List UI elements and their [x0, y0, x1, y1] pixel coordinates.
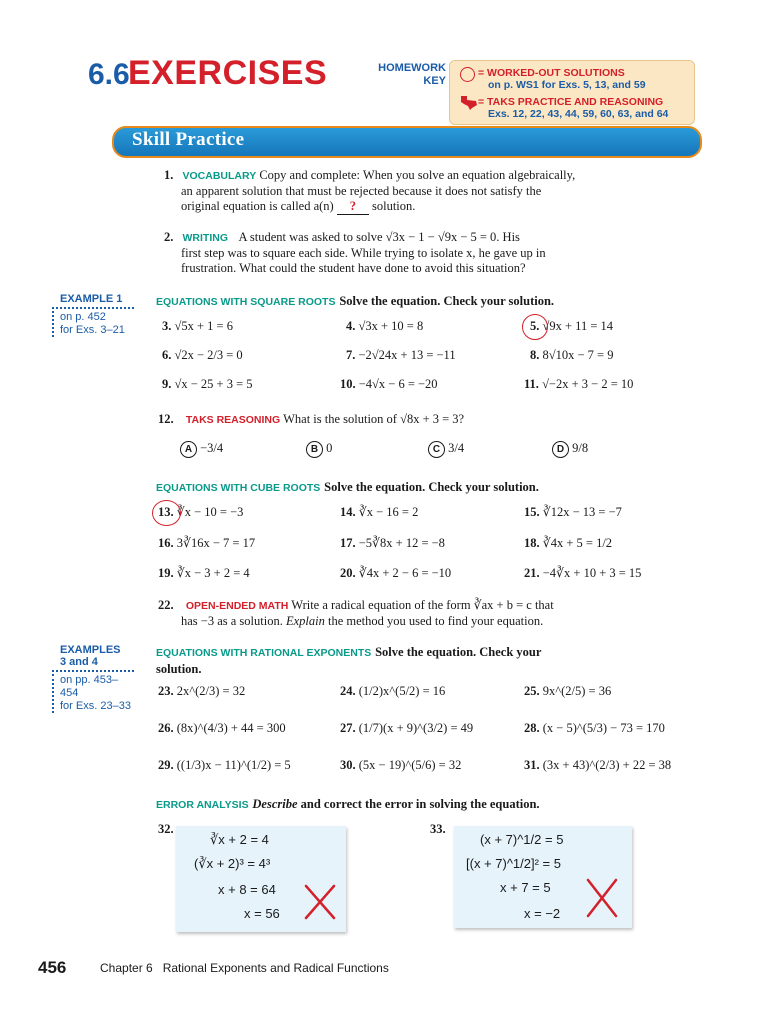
work-line: x + 8 = 64: [218, 882, 276, 897]
work-line: x = −2: [524, 906, 561, 921]
problem-text: A student was asked to solve √3x − 1 − √9x − 5 = 0. His: [238, 230, 520, 244]
exercise-7: 7. −2√24x + 13 = −11: [346, 348, 456, 362]
examples-3-4-ref: [52, 644, 134, 713]
exercise-6: 6. √2x − 2/3 = 0: [162, 348, 243, 362]
exercise-11: 11. √−2x + 3 − 2 = 10: [524, 377, 634, 391]
examples-numbers: 3 and 4: [60, 656, 98, 668]
heading-label: EQUATIONS WITH RATIONAL EXPONENTS: [156, 647, 372, 659]
worked-solution-circle: [152, 500, 181, 526]
describe-word: Describe: [252, 797, 298, 811]
texas-icon: [459, 94, 479, 113]
work-line: (x + 7)^1/2 = 5: [480, 832, 564, 847]
error-note-32: [176, 826, 346, 932]
worked-solution-circle: [522, 314, 548, 340]
vocabulary-label: VOCABULARY: [182, 170, 257, 182]
heading-instruction: solution.: [156, 662, 202, 676]
exercise-27: 27. (1/7)(x + 9)^(3/2) = 49: [340, 721, 474, 735]
choice-value: 9/8: [572, 441, 589, 455]
exercise-20: 20. ∛4x + 2 − 6 = −10: [340, 566, 452, 580]
key-worked-out: = WORKED-OUT SOLUTIONS: [478, 67, 625, 79]
problem-text: frustration. What could the student have done to avoid this situation?: [181, 261, 526, 275]
exercise-23: 23. 2x^(2/3) = 32: [158, 684, 246, 698]
problem-33-number: 33.: [430, 822, 446, 836]
exercise-18: 18. ∛4x + 5 = 1/2: [524, 536, 613, 550]
problem-text: the method you used to find your equation.: [327, 614, 544, 628]
example-1-page: on p. 452: [60, 311, 106, 323]
problem-number: 2.: [164, 230, 174, 244]
page-number: 456: [38, 958, 67, 977]
exercise-13: 13. ∛x − 10 = −3: [158, 505, 244, 519]
homework-label-line1: HOMEWORK: [378, 62, 446, 74]
exercise-29: 29. ((1/3)x − 11)^(1/2) = 5: [158, 758, 291, 772]
choice-c[interactable]: [428, 441, 464, 458]
exercise-4: 4. √3x + 10 = 8: [346, 319, 424, 333]
red-x-icon: [302, 882, 338, 925]
taks-reasoning-label: TAKS REASONING: [185, 414, 281, 426]
work-line: ∛x + 2 = 4: [210, 832, 269, 847]
example-1-exercises: for Exs. 3–21: [60, 324, 125, 336]
key-taks-detail: Exs. 12, 22, 43, 44, 59, 60, 63, and 64: [488, 108, 669, 120]
chapter-footer: [100, 961, 389, 975]
problem-text-line2: [158, 614, 628, 629]
exercise-31: 31. (3x + 43)^(2/3) + 22 = 38: [524, 758, 672, 772]
exercise-5: 5. √9x + 11 = 14: [530, 319, 613, 333]
problem-12: [158, 412, 464, 428]
blank: [337, 199, 369, 215]
heading-label: EQUATIONS WITH SQUARE ROOTS: [156, 296, 336, 308]
chapter-label: Chapter 6: [100, 961, 153, 975]
example-1-ref: [52, 293, 134, 337]
explain-word: Explain: [285, 614, 325, 628]
problem-text: first step was to square each side. While trying to isolate x, he gave up in: [181, 246, 546, 260]
problem-32-number: 32.: [158, 822, 174, 836]
choice-letter: A: [180, 441, 197, 458]
choice-letter: D: [552, 441, 569, 458]
heading-instruction: Solve the equation. Check your solution.: [339, 294, 555, 308]
heading-instruction: and correct the error in solving the equation.: [300, 797, 540, 811]
exercise-9: 9. √x − 25 + 3 = 5: [162, 377, 253, 391]
choice-d[interactable]: [552, 441, 588, 458]
exercise-24: 24. (1/2)x^(5/2) = 16: [340, 684, 446, 698]
examples-pages: on pp. 453–454: [60, 674, 119, 699]
work-line: x = 56: [244, 906, 280, 921]
exercise-30: 30. (5x − 19)^(5/6) = 32: [340, 758, 462, 772]
heading-instruction: Solve the equation. Check your solution.: [324, 480, 539, 494]
exercise-16: 16. 3∛16x − 7 = 17: [158, 536, 256, 550]
choice-value: 0: [326, 441, 333, 455]
section-number: 6.6: [88, 58, 130, 91]
problem-text-line3: [164, 199, 634, 215]
exercise-19: 19. ∛x − 3 + 2 = 4: [158, 566, 250, 580]
key-taks: = TAKS PRACTICE AND REASONING: [478, 96, 664, 108]
problem-2: [164, 230, 634, 276]
error-note-33: [454, 826, 632, 928]
problem-number: 1.: [164, 168, 174, 182]
homework-key-box: [449, 60, 695, 125]
choice-value: 3/4: [448, 441, 465, 455]
square-roots-heading: [156, 294, 554, 309]
problem-text: solution.: [371, 199, 416, 213]
exercise-25: 25. 9x^(2/5) = 36: [524, 684, 612, 698]
exercise-17: 17. −5∛8x + 12 = −8: [340, 536, 445, 550]
choice-value: −3/4: [200, 441, 224, 455]
work-line: [(x + 7)^1/2]² = 5: [466, 856, 561, 871]
circle-icon: [460, 67, 475, 82]
red-x-icon: [584, 876, 620, 923]
heading-label: EQUATIONS WITH CUBE ROOTS: [156, 482, 321, 494]
problem-text: Copy and complete: When you solve an equation algebraically,: [259, 168, 576, 182]
work-line: x + 7 = 5: [500, 880, 551, 895]
homework-key-label: [362, 62, 446, 88]
problem-text: an apparent solution that must be rejected because it does not satisfy the: [181, 184, 542, 198]
choice-letter: C: [428, 441, 445, 458]
choice-b[interactable]: [306, 441, 332, 458]
examples-title: EXAMPLES: [60, 644, 121, 656]
problem-text: Write a radical equation of the form ∛ax + b = c that: [291, 598, 554, 612]
heading-label: ERROR ANALYSIS: [156, 799, 249, 811]
rational-exponents-heading: [156, 644, 596, 677]
problem-text: original equation is called a(n): [181, 199, 334, 213]
choice-a[interactable]: [180, 441, 223, 458]
writing-label: WRITING: [182, 232, 228, 244]
work-line: (∛x + 2)³ = 4³: [194, 856, 271, 871]
exercise-26: 26. (8x)^(4/3) + 44 = 300: [158, 721, 286, 735]
exercise-8: 8. 8√10x − 7 = 9: [530, 348, 614, 362]
choice-letter: B: [306, 441, 323, 458]
problem-number: 22.: [158, 598, 174, 612]
section-title: EXERCISES: [128, 54, 328, 92]
problem-text: has −3 as a solution.: [181, 614, 283, 628]
example-1-title: EXAMPLE 1: [60, 293, 123, 305]
problem-text: What is the solution of √8x + 3 = 3?: [283, 412, 465, 426]
cube-roots-heading: [156, 480, 539, 495]
blank-mark: ?: [349, 199, 356, 213]
exercise-28: 28. (x − 5)^(5/3) − 73 = 170: [524, 721, 665, 735]
chapter-title: Rational Exponents and Radical Functions: [162, 961, 389, 975]
exercise-15: 15. ∛12x − 13 = −7: [524, 505, 622, 519]
problem-number: 12.: [158, 412, 174, 426]
key-worked-out-detail: on p. WS1 for Exs. 5, 13, and 59: [488, 79, 646, 91]
heading-instruction: Solve the equation. Check your: [375, 645, 542, 659]
exercise-21: 21. −4∛x + 10 + 3 = 15: [524, 566, 642, 580]
examples-exercises: for Exs. 23–33: [60, 700, 131, 712]
exercise-10: 10. −4√x − 6 = −20: [340, 377, 438, 391]
exercise-14: 14. ∛x − 16 = 2: [340, 505, 419, 519]
skill-practice-title: Skill Practice: [132, 129, 245, 150]
open-ended-label: OPEN-ENDED MATH: [185, 600, 289, 612]
homework-label-line2: KEY: [423, 75, 446, 87]
error-analysis-heading: [156, 797, 540, 812]
problem-1: [164, 168, 634, 215]
problem-22: [158, 598, 628, 629]
exercise-3: 3. √5x + 1 = 6: [162, 319, 233, 333]
